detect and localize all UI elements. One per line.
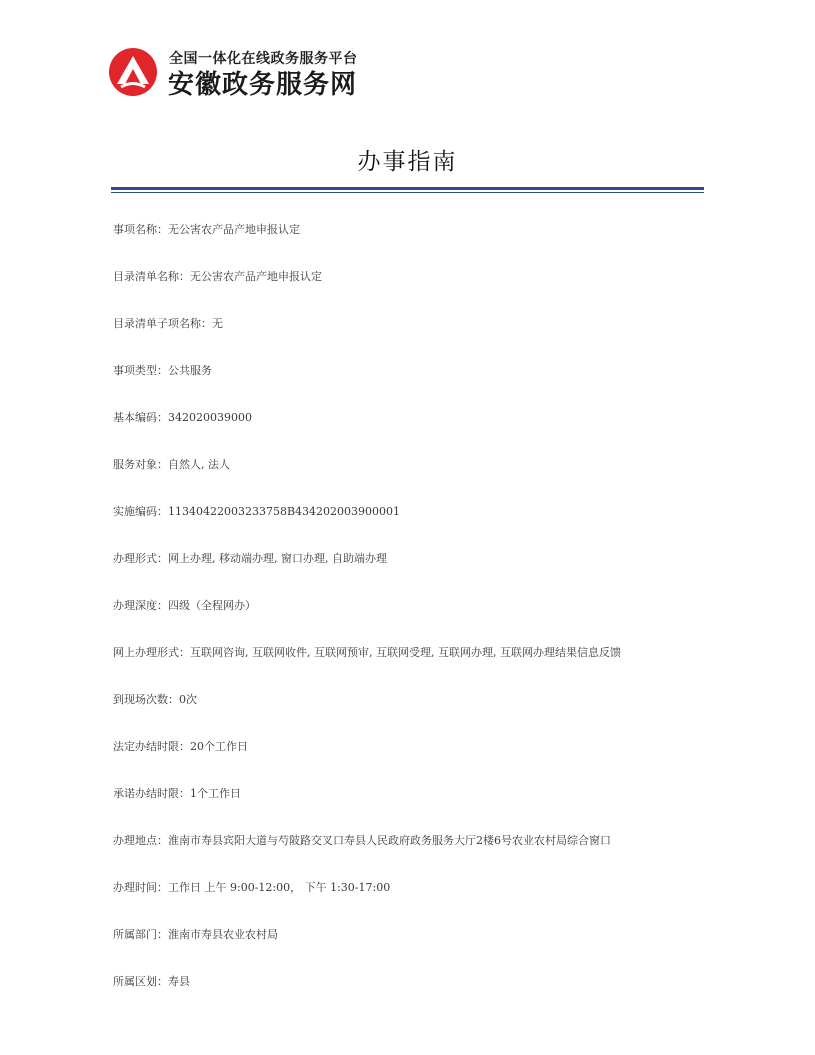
field-handling-form (113, 551, 713, 598)
field-value: 四级（全程网办） (168, 599, 256, 612)
field-value: 1个工作日 (190, 787, 241, 800)
field-value: 淮南市寿县宾阳大道与芍陂路交叉口寿县人民政府政务服务大厅2楼6号农业农村局综合窗口 (168, 834, 611, 847)
field-value: 淮南市寿县农业农村局 (168, 928, 278, 941)
field-basic-code (113, 410, 713, 457)
field-label: 目录清单名称： (113, 270, 190, 283)
field-department (113, 927, 713, 974)
field-value: 342020039000 (168, 411, 252, 424)
site-logo (108, 44, 378, 100)
guide-field-list (113, 222, 713, 1021)
field-label: 法定办结时限： (113, 740, 190, 753)
field-label: 服务对象： (113, 458, 168, 471)
field-value: 工作日 上午 9:00-12:00， 下午 1:30-17:00 (168, 881, 391, 894)
field-label: 实施编码： (113, 505, 168, 518)
field-service-target (113, 457, 713, 504)
field-hours (113, 880, 713, 927)
field-item-type (113, 363, 713, 410)
field-label: 办理形式： (113, 552, 168, 565)
field-label: 目录清单子项名称： (113, 317, 212, 330)
field-label: 到现场次数： (113, 693, 179, 706)
field-promised-time-limit (113, 786, 713, 833)
platform-subtitle: 全国一体化在线政务服务平台 (169, 51, 358, 67)
field-label: 事项名称： (113, 223, 168, 236)
field-value: 无 (212, 317, 223, 330)
field-value: 11340422003233758B434202003900001 (168, 505, 401, 518)
field-value: 寿县 (168, 975, 190, 988)
field-value: 无公害农产品产地申报认定 (190, 270, 322, 283)
anhui-gov-logo-icon (108, 47, 158, 97)
field-value: 自然人, 法人 (168, 458, 230, 471)
field-onsite-visits (113, 692, 713, 739)
page-title: 办事指南 (357, 149, 458, 175)
field-label: 所属部门： (113, 928, 168, 941)
field-catalog-subitem (113, 316, 713, 363)
field-value: 无公害农产品产地申报认定 (168, 223, 300, 236)
field-label: 网上办理形式： (113, 646, 190, 659)
field-value: 0次 (179, 693, 197, 706)
field-label: 基本编码： (113, 411, 168, 424)
field-location (113, 833, 713, 880)
field-online-form (113, 645, 713, 692)
field-label: 事项类型： (113, 364, 168, 377)
field-implementation-code (113, 504, 713, 551)
field-catalog-name (113, 269, 713, 316)
field-value: 20个工作日 (190, 740, 248, 753)
field-label: 办理地点： (113, 834, 168, 847)
field-value: 网上办理, 移动端办理, 窗口办理, 自助端办理 (168, 552, 387, 565)
field-handling-depth (113, 598, 713, 645)
site-name: 安徽政务服务网 (168, 70, 358, 100)
field-legal-time-limit (113, 739, 713, 786)
title-divider-thin (111, 192, 704, 193)
field-value: 公共服务 (168, 364, 212, 377)
field-label: 承诺办结时限： (113, 787, 190, 800)
field-value: 互联网咨询, 互联网收件, 互联网预审, 互联网受理, 互联网办理, 互联网办理结果信息反馈 (190, 646, 621, 659)
field-label: 办理深度： (113, 599, 168, 612)
field-region (113, 974, 713, 1021)
field-item-name (113, 222, 713, 269)
field-label: 办理时间： (113, 881, 168, 894)
field-label: 所属区划： (113, 975, 168, 988)
title-divider-thick (111, 187, 704, 190)
